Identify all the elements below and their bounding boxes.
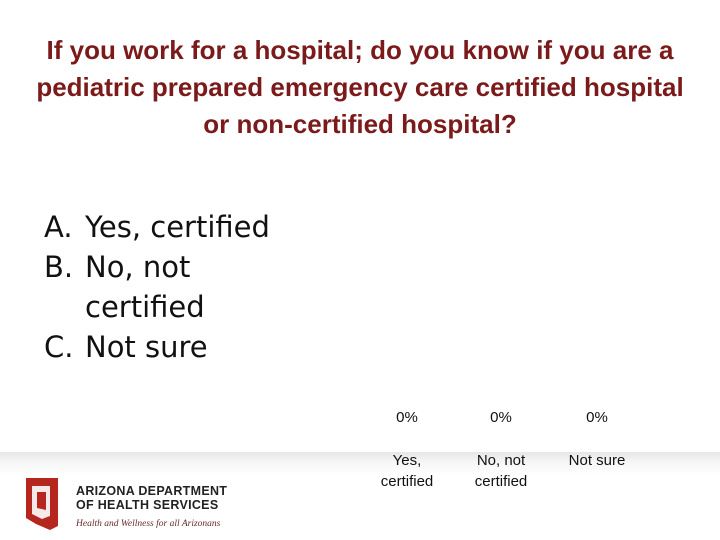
option-b: [44, 247, 284, 327]
category-label: No, not certified: [474, 452, 528, 490]
arizona-map-icon: [20, 472, 70, 534]
bar-value-label: 0%: [490, 409, 512, 426]
option-letter: C.: [44, 330, 74, 364]
logo-text-line1: ARIZONA DEPARTMENT: [76, 484, 228, 498]
option-text: Not sure: [85, 330, 208, 364]
answer-options: [44, 207, 284, 367]
bar-value-label: 0%: [586, 409, 608, 426]
bar-value-label: 0%: [396, 409, 418, 426]
option-text: Yes, certified: [85, 210, 270, 244]
response-bar-chart: [350, 395, 650, 500]
adhs-logo: [20, 472, 260, 536]
option-letter: A.: [44, 210, 73, 244]
category-label: Yes, certified: [380, 452, 434, 490]
category-label: Not sure: [568, 452, 626, 469]
option-c: [44, 327, 284, 367]
option-letter: B.: [44, 250, 74, 284]
slide-title: If you work for a hospital; do you know if you are a pediatric prepared emergency care certified hospital or non-certified hospital?: [36, 35, 684, 139]
option-text: No, not certified: [85, 250, 205, 324]
option-a: [44, 207, 284, 247]
logo-text-line2: OF HEALTH SERVICES: [76, 498, 219, 512]
logo-tagline: Health and Wellness for all Arizonans: [76, 519, 221, 529]
